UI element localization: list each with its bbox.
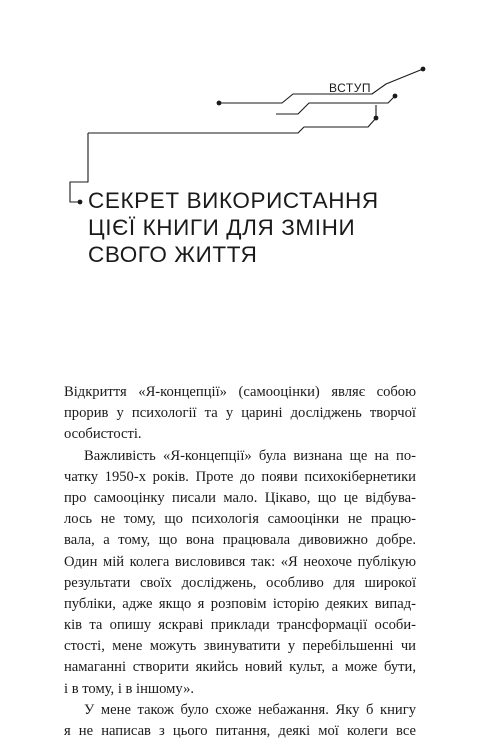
text-line: стості, мене можуть звинуватити у перебільшенні чи — [64, 638, 416, 655]
chapter-title — [88, 187, 408, 268]
circuit-node — [78, 200, 83, 205]
circuit-node — [217, 101, 222, 106]
circuit-node — [421, 67, 426, 72]
circuit-line-lower — [88, 105, 376, 133]
text-line: прорив у психології та у царині досліджень творчої — [64, 405, 416, 422]
body-text — [64, 382, 416, 742]
circuit-line-branch — [70, 133, 88, 202]
circuit-node — [393, 94, 398, 99]
chapter-title-line: ЦІЄЇ КНИГИ ДЛЯ ЗМІНИ — [88, 215, 356, 240]
text-line: особистості. — [64, 426, 142, 443]
circuit-node — [374, 116, 379, 121]
text-line: вала, а тому, що вона працювала дивовижно добре. — [64, 532, 416, 549]
text-line: і в тому, і в іншому». — [64, 680, 195, 697]
text-line: У мене також було схоже небажання. Яку б книгу — [84, 701, 416, 718]
text-line: Важливість «Я-концепції» була визнана ще на по- — [84, 447, 416, 464]
text-line: я не написав з цього питання, деякі мої колеги все — [64, 723, 416, 739]
text-line: ків та опишу яскраві приклади трансформації особи- — [64, 617, 416, 634]
chapter-title-line: СВОГО ЖИТТЯ — [88, 242, 258, 267]
text-line: Один мій колега висловився так: «Я неохоче публікую — [64, 553, 416, 570]
circuit-line-middle — [276, 96, 395, 114]
text-line: лось не тому, що психологія самооцінки не працю- — [64, 511, 416, 528]
text-line: результати своїх досліджень, особливо для широкої — [64, 574, 416, 591]
text-line: публіки, адже якщо я розповім історію деяких випад- — [64, 595, 416, 612]
text-line: намаганні створити якийсь новий культ, а може бути, — [64, 659, 416, 676]
text-line: Відкриття «Я-концепції» (самооцінки) являє собою — [64, 384, 416, 400]
text-line: чатку 1950-х років. Проте до появи психокібернетики — [64, 468, 416, 485]
section-label: ВСТУП — [329, 81, 371, 95]
text-line: про самооцінку писали мало. Цікаво, що це відбува- — [64, 489, 416, 506]
chapter-title-line: СЕКРЕТ ВИКОРИСТАННЯ — [88, 188, 379, 213]
